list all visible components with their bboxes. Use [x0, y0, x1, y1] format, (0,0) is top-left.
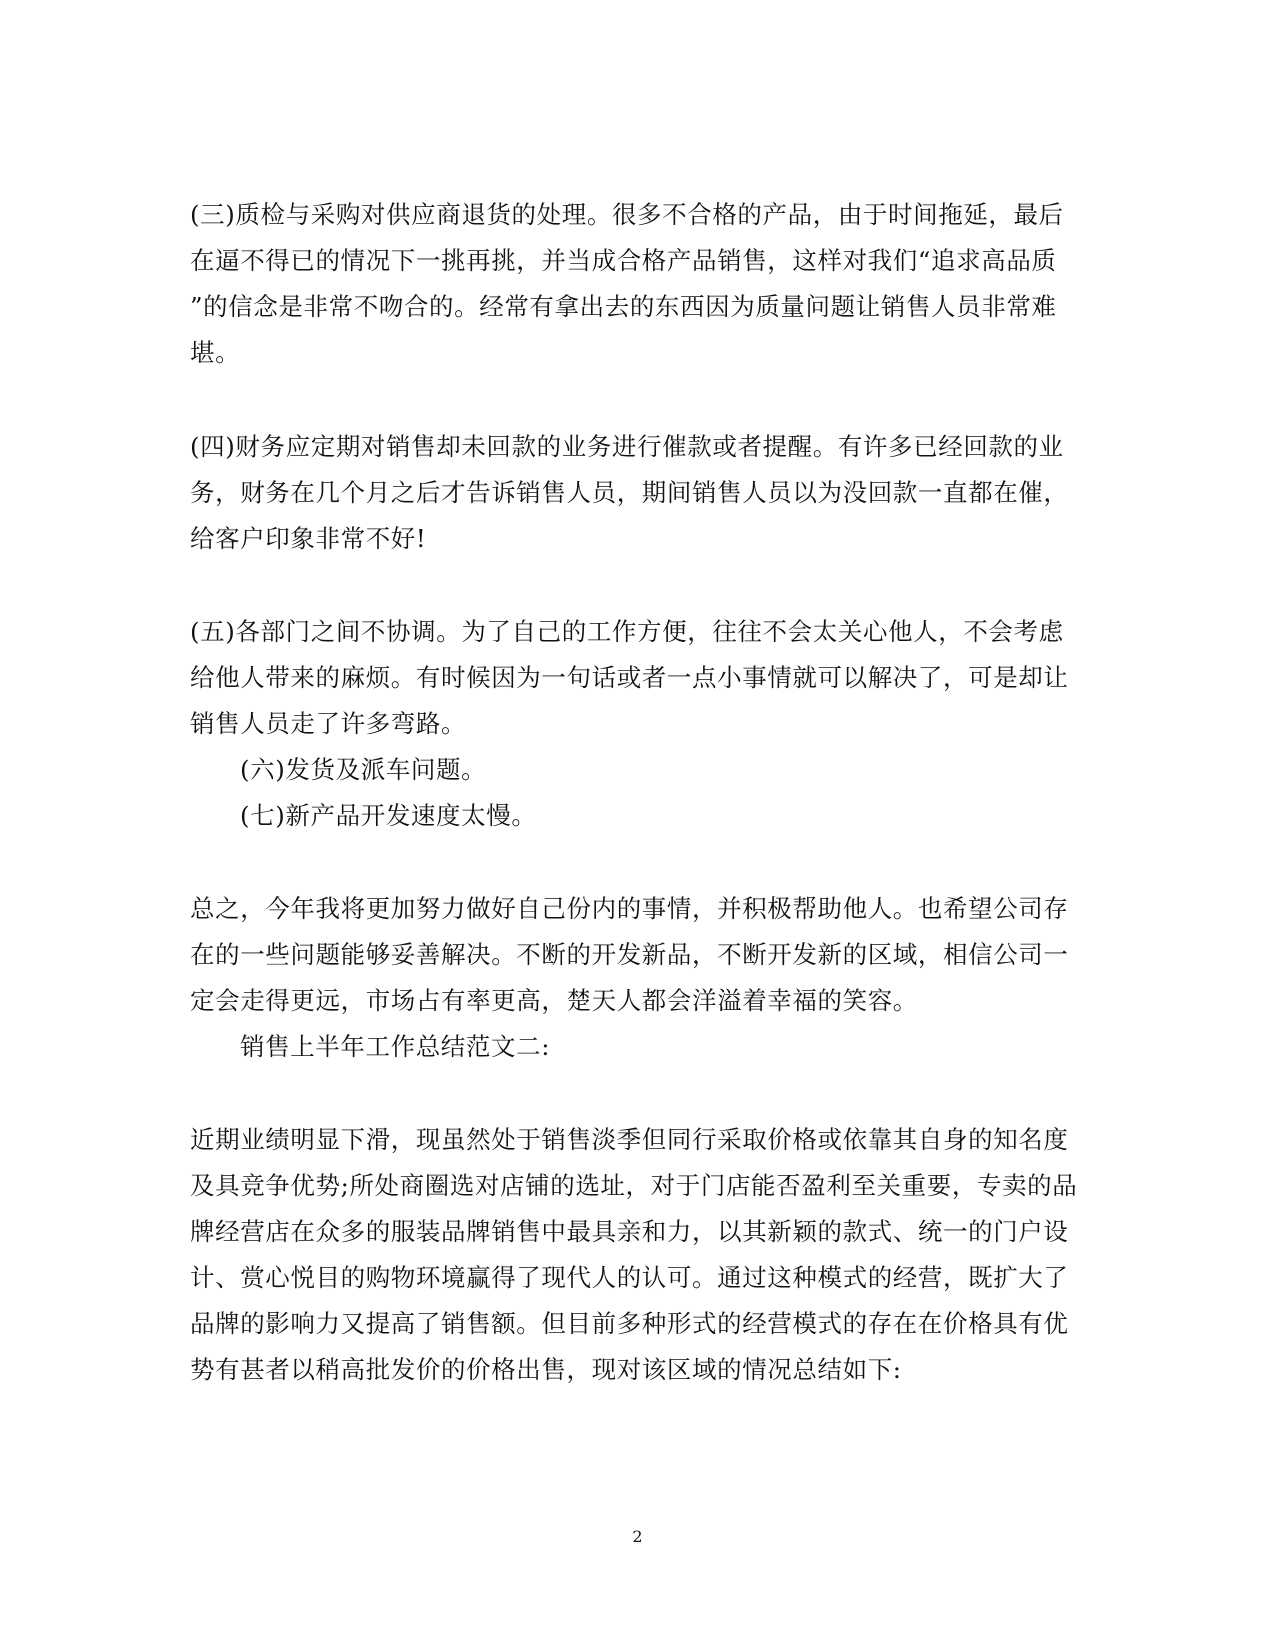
page-number: 2	[632, 1527, 643, 1546]
paragraph-5-line-3: 销售人员走了许多弯路。	[190, 709, 467, 738]
recent-line-4: 计、赏心悦目的购物环境赢得了现代人的认可。通过这种模式的经营，既扩大了	[190, 1263, 1069, 1292]
recent-line-6: 势有甚者以稍高批发价的价格出售，现对该区域的情况总结如下:	[190, 1355, 902, 1384]
recent-line-1: 近期业绩明显下滑，现虽然处于销售淡季但同行采取价格或依靠其自身的知名度	[190, 1125, 1069, 1154]
paragraph-4-line-1: (四)财务应定期对销售却未回款的业务进行催款或者提醒。有许多已经回款的业	[190, 432, 1064, 461]
paragraph-3-line-4: 堪。	[190, 338, 241, 367]
item-7: (七)新产品开发速度太慢。	[240, 801, 537, 830]
recent-line-5: 品牌的影响力又提高了销售额。但目前多种形式的经营模式的存在在价格具有优	[190, 1309, 1069, 1338]
recent-line-3: 牌经营店在众多的服装品牌销售中最具亲和力，以其新颖的款式、统一的门户设	[190, 1217, 1069, 1246]
paragraph-4-line-3: 给客户印象非常不好!	[190, 524, 427, 553]
summary-line-2: 在的一些问题能够妥善解决。不断的开发新品，不断开发新的区域，相信公司一	[190, 940, 1069, 969]
paragraph-3-line-1: (三)质检与采购对供应商退货的处理。很多不合格的产品，由于时间拖延，最后	[190, 200, 1064, 229]
summary-line-1: 总之，今年我将更加努力做好自己份内的事情，并积极帮助他人。也希望公司存	[190, 894, 1069, 923]
paragraph-4-line-2: 务，财务在几个月之后才告诉销售人员，期间销售人员以为没回款一直都在催，	[190, 478, 1069, 507]
paragraph-5-line-1: (五)各部门之间不协调。为了自己的工作方便，往往不会太关心他人，不会考虑	[190, 617, 1064, 646]
section-heading: 销售上半年工作总结范文二:	[240, 1032, 551, 1061]
paragraph-3-line-2: 在逼不得已的情况下一挑再挑，并当成合格产品销售，这样对我们“追求高品质	[190, 246, 1057, 275]
paragraph-3-line-3: ”的信念是非常不吻合的。经常有拿出去的东西因为质量问题让销售人员非常难	[190, 292, 1057, 321]
paragraph-5-line-2: 给他人带来的麻烦。有时候因为一句话或者一点小事情就可以解决了，可是却让	[190, 663, 1069, 692]
item-6: (六)发货及派车问题。	[240, 755, 487, 784]
recent-line-2: 及具竞争优势;所处商圈选对店铺的选址，对于门店能否盈利至关重要，专卖的品	[190, 1171, 1078, 1200]
summary-line-3: 定会走得更远，市场占有率更高，楚天人都会洋溢着幸福的笑容。	[190, 986, 918, 1015]
